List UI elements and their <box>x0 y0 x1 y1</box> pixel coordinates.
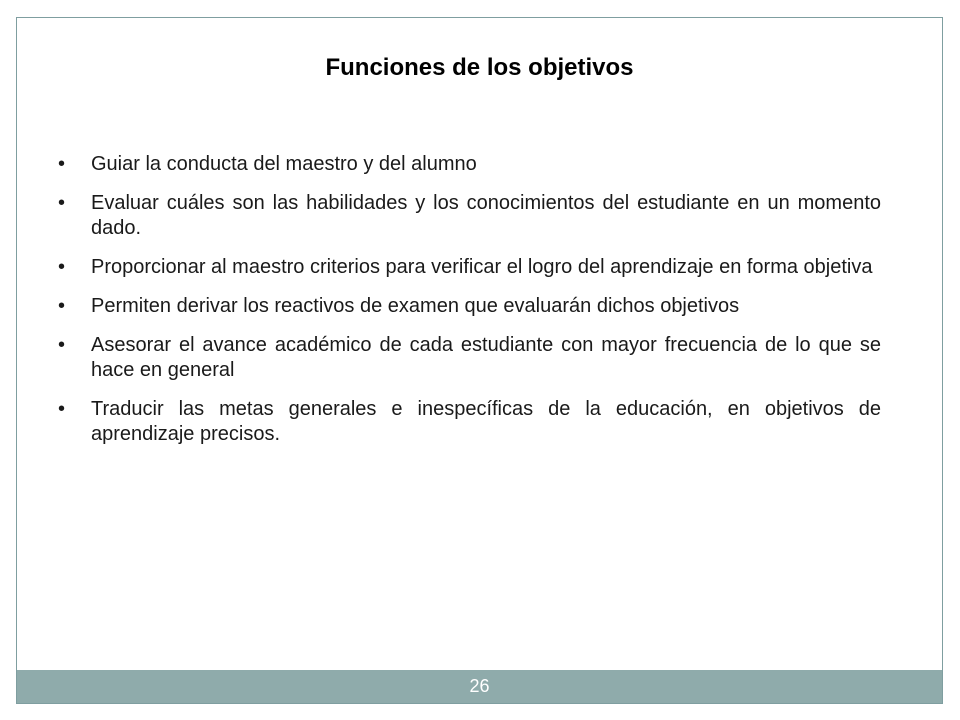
footer-bar <box>17 670 942 703</box>
list-item <box>55 294 881 319</box>
list-item <box>55 191 881 241</box>
bullet-text: Guiar la conducta del maestro y del alumno <box>91 153 477 175</box>
bullet-text: Traducir las metas generales e inespecíficas de la educación, en objetivos de aprendizaje precisos. <box>91 398 881 445</box>
slide-frame <box>16 17 943 704</box>
bullet-text: Asesorar el avance académico de cada estudiante con mayor frecuencia de lo que se hace en general <box>91 334 881 381</box>
bullet-icon: • <box>58 398 66 420</box>
bullet-text: Proporcionar al maestro criterios para verificar el logro del aprendizaje en forma objetiva <box>91 256 873 278</box>
bullet-icon: • <box>58 256 66 278</box>
bullet-icon: • <box>58 295 66 317</box>
bullet-icon: • <box>58 153 66 175</box>
bullet-icon: • <box>58 334 66 356</box>
bullet-icon: • <box>58 192 66 214</box>
list-item <box>55 255 881 280</box>
bullet-text: Evaluar cuáles son las habilidades y los conocimientos del estudiante en un momento dado. <box>91 192 881 239</box>
list-item <box>55 333 881 383</box>
bullet-text: Permiten derivar los reactivos de examen que evaluarán dichos objetivos <box>91 295 740 317</box>
list-item <box>55 397 881 447</box>
page-number: 26 <box>469 676 490 696</box>
list-item <box>55 152 881 177</box>
slide-title: Funciones de los objetivos <box>325 54 634 81</box>
bullet-list <box>55 152 881 461</box>
